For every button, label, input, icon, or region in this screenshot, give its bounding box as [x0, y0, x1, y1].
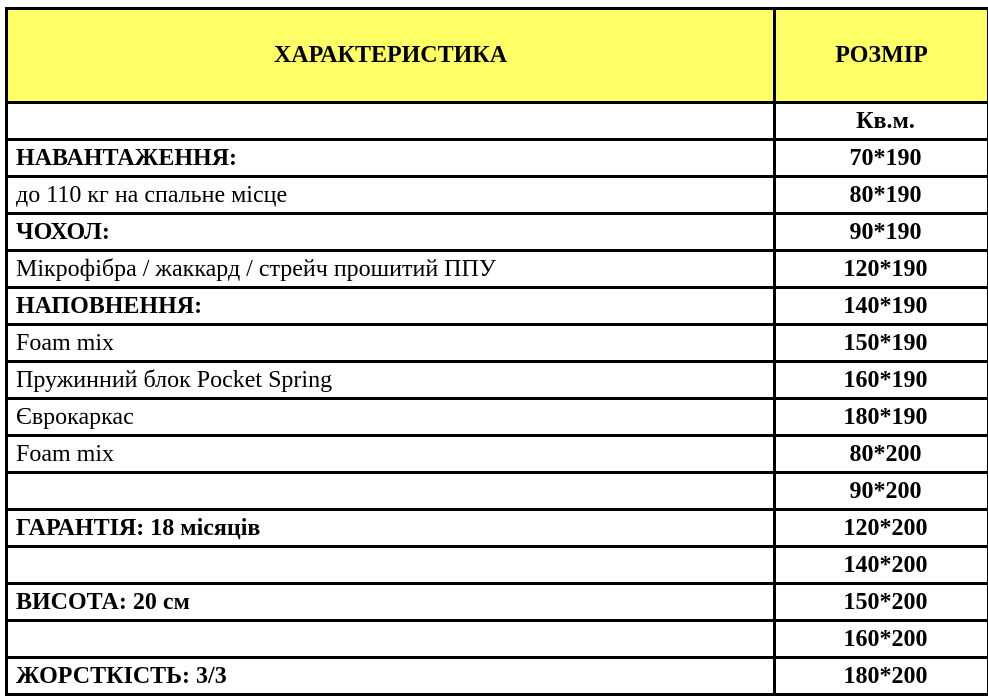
- characteristic-cell: ГАРАНТІЯ: 18 місяців: [7, 510, 775, 547]
- characteristic-cell: до 110 кг на спальне місце: [7, 177, 775, 214]
- characteristic-cell: НАПОВНЕННЯ:: [7, 288, 775, 325]
- unit-row-left: [7, 103, 775, 140]
- table-row: [7, 362, 988, 399]
- table-row: [7, 436, 988, 473]
- characteristic-cell: Foam mix: [7, 436, 775, 473]
- size-cell: 140*190: [775, 288, 988, 325]
- unit-label: Кв.м.: [775, 103, 988, 140]
- unit-row: [7, 103, 988, 140]
- size-cell: 140*200: [775, 547, 988, 584]
- table-row: [7, 547, 988, 584]
- size-cell: 70*190: [775, 140, 988, 177]
- characteristic-cell: [7, 473, 775, 510]
- header-size: РОЗМІР: [775, 9, 988, 103]
- table-header-row: [7, 9, 988, 103]
- characteristic-cell: [7, 547, 775, 584]
- characteristic-cell: ВИСОТА: 20 см: [7, 584, 775, 621]
- characteristic-cell: [7, 621, 775, 658]
- table-row: [7, 621, 988, 658]
- size-cell: 90*200: [775, 473, 988, 510]
- table-row: [7, 251, 988, 288]
- table-row: [7, 140, 988, 177]
- characteristic-cell: Foam mix: [7, 325, 775, 362]
- table-row: [7, 325, 988, 362]
- size-cell: 80*200: [775, 436, 988, 473]
- size-cell: 120*200: [775, 510, 988, 547]
- table-row: [7, 214, 988, 251]
- size-cell: 180*190: [775, 399, 988, 436]
- characteristic-cell: Єврокаркас: [7, 399, 775, 436]
- table-row: [7, 658, 988, 695]
- size-cell: 90*190: [775, 214, 988, 251]
- size-cell: 160*200: [775, 621, 988, 658]
- table-row: [7, 399, 988, 436]
- characteristic-cell: Пружинний блок Pocket Spring: [7, 362, 775, 399]
- size-cell: 180*200: [775, 658, 988, 695]
- characteristic-cell: Мікрофібра / жаккард / стрейч прошитий ППУ: [7, 251, 775, 288]
- characteristic-cell: ЧОХОЛ:: [7, 214, 775, 251]
- size-cell: 80*190: [775, 177, 988, 214]
- size-cell: 150*190: [775, 325, 988, 362]
- size-cell: 120*190: [775, 251, 988, 288]
- table-row: [7, 473, 988, 510]
- characteristic-cell: НАВАНТАЖЕННЯ:: [7, 140, 775, 177]
- table-row: [7, 584, 988, 621]
- size-cell: 150*200: [775, 584, 988, 621]
- spec-table: [5, 7, 988, 696]
- table-row: [7, 510, 988, 547]
- size-cell: 160*190: [775, 362, 988, 399]
- characteristic-cell: ЖОРСТКІСТЬ: 3/3: [7, 658, 775, 695]
- header-characteristic: ХАРАКТЕРИСТИКА: [7, 9, 775, 103]
- table-row: [7, 177, 988, 214]
- table-row: [7, 288, 988, 325]
